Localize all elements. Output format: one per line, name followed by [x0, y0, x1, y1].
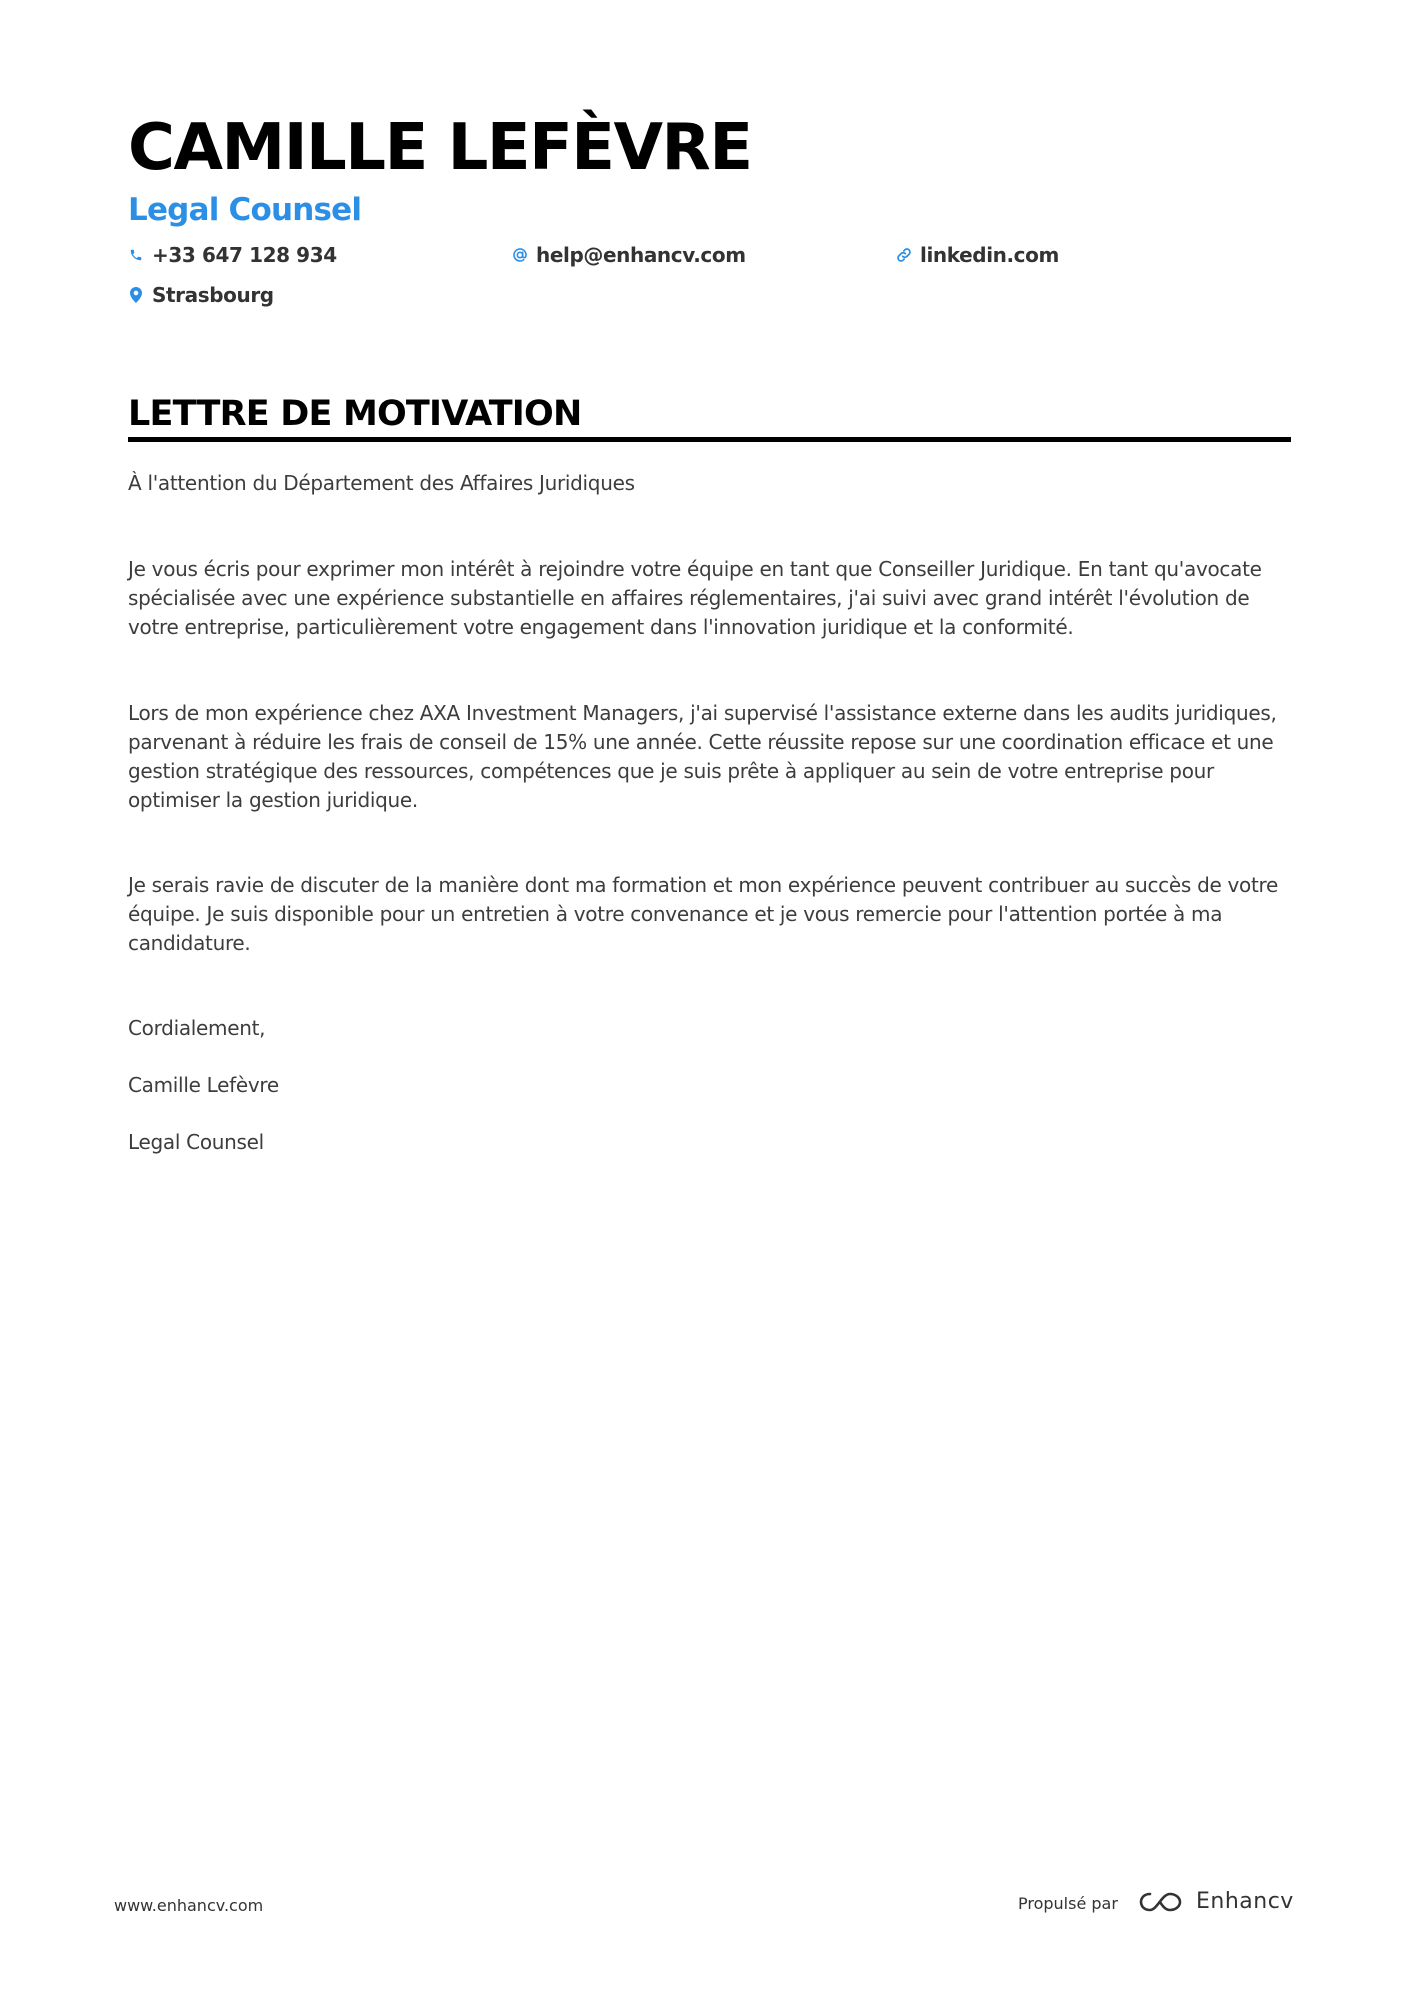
- brand-logo[interactable]: [1138, 1888, 1294, 1916]
- candidate-name: CAMILLE LEFÈVRE: [128, 111, 752, 185]
- letter-paragraph-3: Je serais ravie de discuter de la manière dont ma formation et mon expérience peuvent contribuer au succès de votre équipe. Je suis disponible pour un entretien à votre convenance et je vous remercie pour l'attention portée à ma candidature.: [128, 873, 1279, 955]
- section-divider: [128, 437, 1291, 442]
- signature-title: Legal Counsel: [128, 1130, 264, 1154]
- at-icon: [512, 247, 528, 263]
- signature-name: Camille Lefèvre: [128, 1073, 279, 1097]
- location-pin-icon: [128, 287, 144, 303]
- contact-linkedin[interactable]: [896, 242, 1059, 268]
- email-value: help@enhancv.com: [536, 243, 746, 267]
- letter-closing: Cordialement,: [128, 1016, 266, 1040]
- phone-icon: [128, 247, 144, 263]
- contact-email[interactable]: [512, 242, 746, 268]
- phone-value: +33 647 128 934: [152, 243, 337, 267]
- link-icon: [896, 247, 912, 263]
- powered-by-label: Propulsé par: [1018, 1894, 1118, 1913]
- brand-name: Enhancv: [1196, 1889, 1294, 1914]
- location-value: Strasbourg: [152, 283, 274, 307]
- infinity-logo-icon: [1138, 1889, 1184, 1915]
- section-title: LETTRE DE MOTIVATION: [128, 394, 582, 434]
- contact-phone[interactable]: [128, 242, 337, 268]
- letter-paragraph-1: Je vous écris pour exprimer mon intérêt à rejoindre votre équipe en tant que Conseiller Juridique. En tant qu'avocate spécialisée avec une expérience substantielle en affaires réglementaires, j'ai suivi avec grand intérêt l'évolution de votre entreprise, particulièrement votre engagement dans l'innovation juridique et la conformité.: [128, 557, 1262, 639]
- candidate-role: Legal Counsel: [128, 192, 362, 228]
- footer-website-link[interactable]: www.enhancv.com: [114, 1896, 264, 1915]
- letter-paragraph-2: Lors de mon expérience chez AXA Investment Managers, j'ai supervisé l'assistance externe dans les audits juridiques, parvenant à réduire les frais de conseil de 15% une année. Cette réussite repose sur une coordination efficace et une gestion stratégique des ressources, compétences que je suis prête à appliquer au sein de votre entreprise pour optimiser la gestion juridique.: [128, 701, 1277, 812]
- contact-location: [128, 282, 274, 308]
- letter-attention-line: À l'attention du Département des Affaires Juridiques: [128, 471, 635, 495]
- linkedin-value: linkedin.com: [920, 243, 1059, 267]
